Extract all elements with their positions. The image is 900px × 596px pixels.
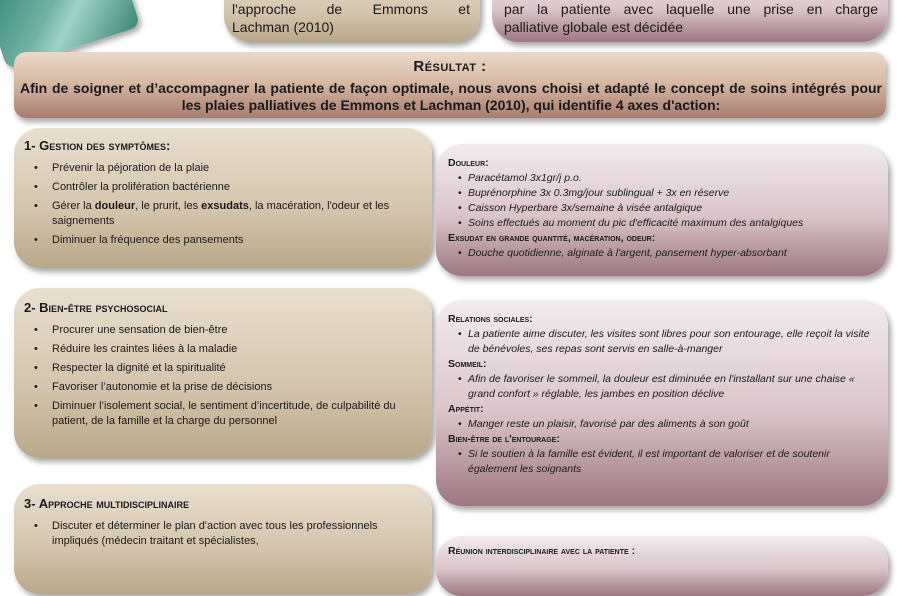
list-item: • La patiente aime discuter, les visites sont libres pour son entourage, elle reçoit la visite de bénévoles, ses repas sont servis en salle-à-manger (448, 327, 880, 357)
list-item: • Prévenir la péjoration de la plaie (24, 161, 422, 176)
pain-heading: Douleur: (448, 157, 489, 169)
list-item: • Discuter et déterminer le plan d'action avec tous les professionnels impliqués (médecin traitant et spécialistes, (24, 519, 422, 549)
social-heading: Relations sociales: (448, 313, 533, 325)
list-item: • Douche quotidienne, alginate à l'argent, pansement hyper-absorbant (448, 246, 880, 261)
section2-list (24, 323, 422, 429)
list-item-text: , la macération, l'odeur et les saignements (52, 200, 390, 227)
list-item: • Procurer une sensation de bien-être (24, 323, 422, 338)
family-list (448, 447, 880, 477)
list-item: • Afin de favoriser le sommeil, la douleur est diminuée en l'installant sur une chaise « grand confort » réglable, les jambes en position déclive (448, 372, 880, 402)
list-item: • Diminuer l’isolement social, le sentiment d’incertitude, de culpabilité du patient, de la famille et la charge du personnel (24, 399, 422, 429)
decision-text-line2: palliative globale est décidée (504, 19, 684, 35)
approach-text-line1: l'approche de Emmons et (232, 1, 470, 17)
section2-content (24, 300, 422, 433)
list-item: • Si le soutien à la famille est évident, il est important de valoriser et de soutenir également les soignants (448, 447, 880, 477)
section3-list (24, 519, 422, 549)
social-list (448, 327, 880, 357)
list-item-bold: exsudats (201, 200, 249, 212)
appetite-heading: Appétit: (448, 403, 484, 415)
exsudat-heading: Exsudat en grande quantité, macération, odeur: (448, 232, 656, 244)
sleep-list (448, 372, 880, 402)
decision-text-line1: par la patiente avec laquelle une prise en charge (504, 1, 878, 17)
section3-title: 3- Approche multidisciplinaire (24, 496, 190, 511)
list-item (24, 199, 422, 229)
sleep-heading: Sommeil: (448, 358, 487, 370)
section3-detail-content (448, 544, 880, 559)
section1-list (24, 161, 422, 248)
list-item: • Soins effectués au moment du pic d'efficacité maximum des antalgiques (448, 216, 880, 231)
list-item: • Respecter la dignité et la spiritualité (24, 361, 422, 376)
list-item: • Réduire les craintes liées à la maladie (24, 342, 422, 357)
section1-content (24, 138, 422, 252)
section3-content (24, 496, 422, 553)
decision-text (504, 0, 878, 36)
list-item: • Favoriser l’autonomie et la prise de décisions (24, 380, 422, 395)
list-item-text: Gérer la (52, 200, 95, 212)
list-item: • Contrôler la prolifération bactérienne (24, 180, 422, 195)
list-item: • Manger reste un plaisir, favorisé par des aliments à son goût (448, 417, 880, 432)
meeting-heading: Réunion interdisciplinaire avec la patiente : (448, 545, 636, 557)
approach-text-line2: Lachman (2010) (232, 19, 334, 35)
section2-title: 2- Bien-être psychosocial (24, 300, 168, 315)
appetite-list (448, 417, 880, 432)
approach-text (232, 0, 470, 36)
list-item: • Caisson Hyperbare 3x/semaine à visée antalgique (448, 201, 880, 216)
pain-list (448, 171, 880, 231)
list-item: • Diminuer la fréquence des pansements (24, 233, 422, 248)
section1-detail-content (448, 156, 880, 261)
section2-detail-content (448, 312, 880, 477)
result-title: Résultat : (413, 58, 487, 75)
result-text: Afin de soigner et d’accompagner la patiente de façon optimale, nous avons choisi et adapté le concept de soins intégrés pour les plaies palliatives de Emmons et Lachman (2010), qui identifie 4 axes d'action: (20, 80, 882, 113)
list-item-bold: douleur (94, 200, 136, 212)
list-item: • Paracétamol 3x1gr/j p.o. (448, 171, 880, 186)
list-item-text: , le prurit, les (135, 200, 202, 212)
list-item: • Buprénorphine 3x 0.3mg/jour sublingual + 3x en réserve (448, 186, 880, 201)
section1-title: 1- Gestion des symptômes: (24, 138, 171, 153)
family-heading: Bien-être de l'entourage: (448, 433, 560, 445)
exsudat-list (448, 246, 880, 261)
